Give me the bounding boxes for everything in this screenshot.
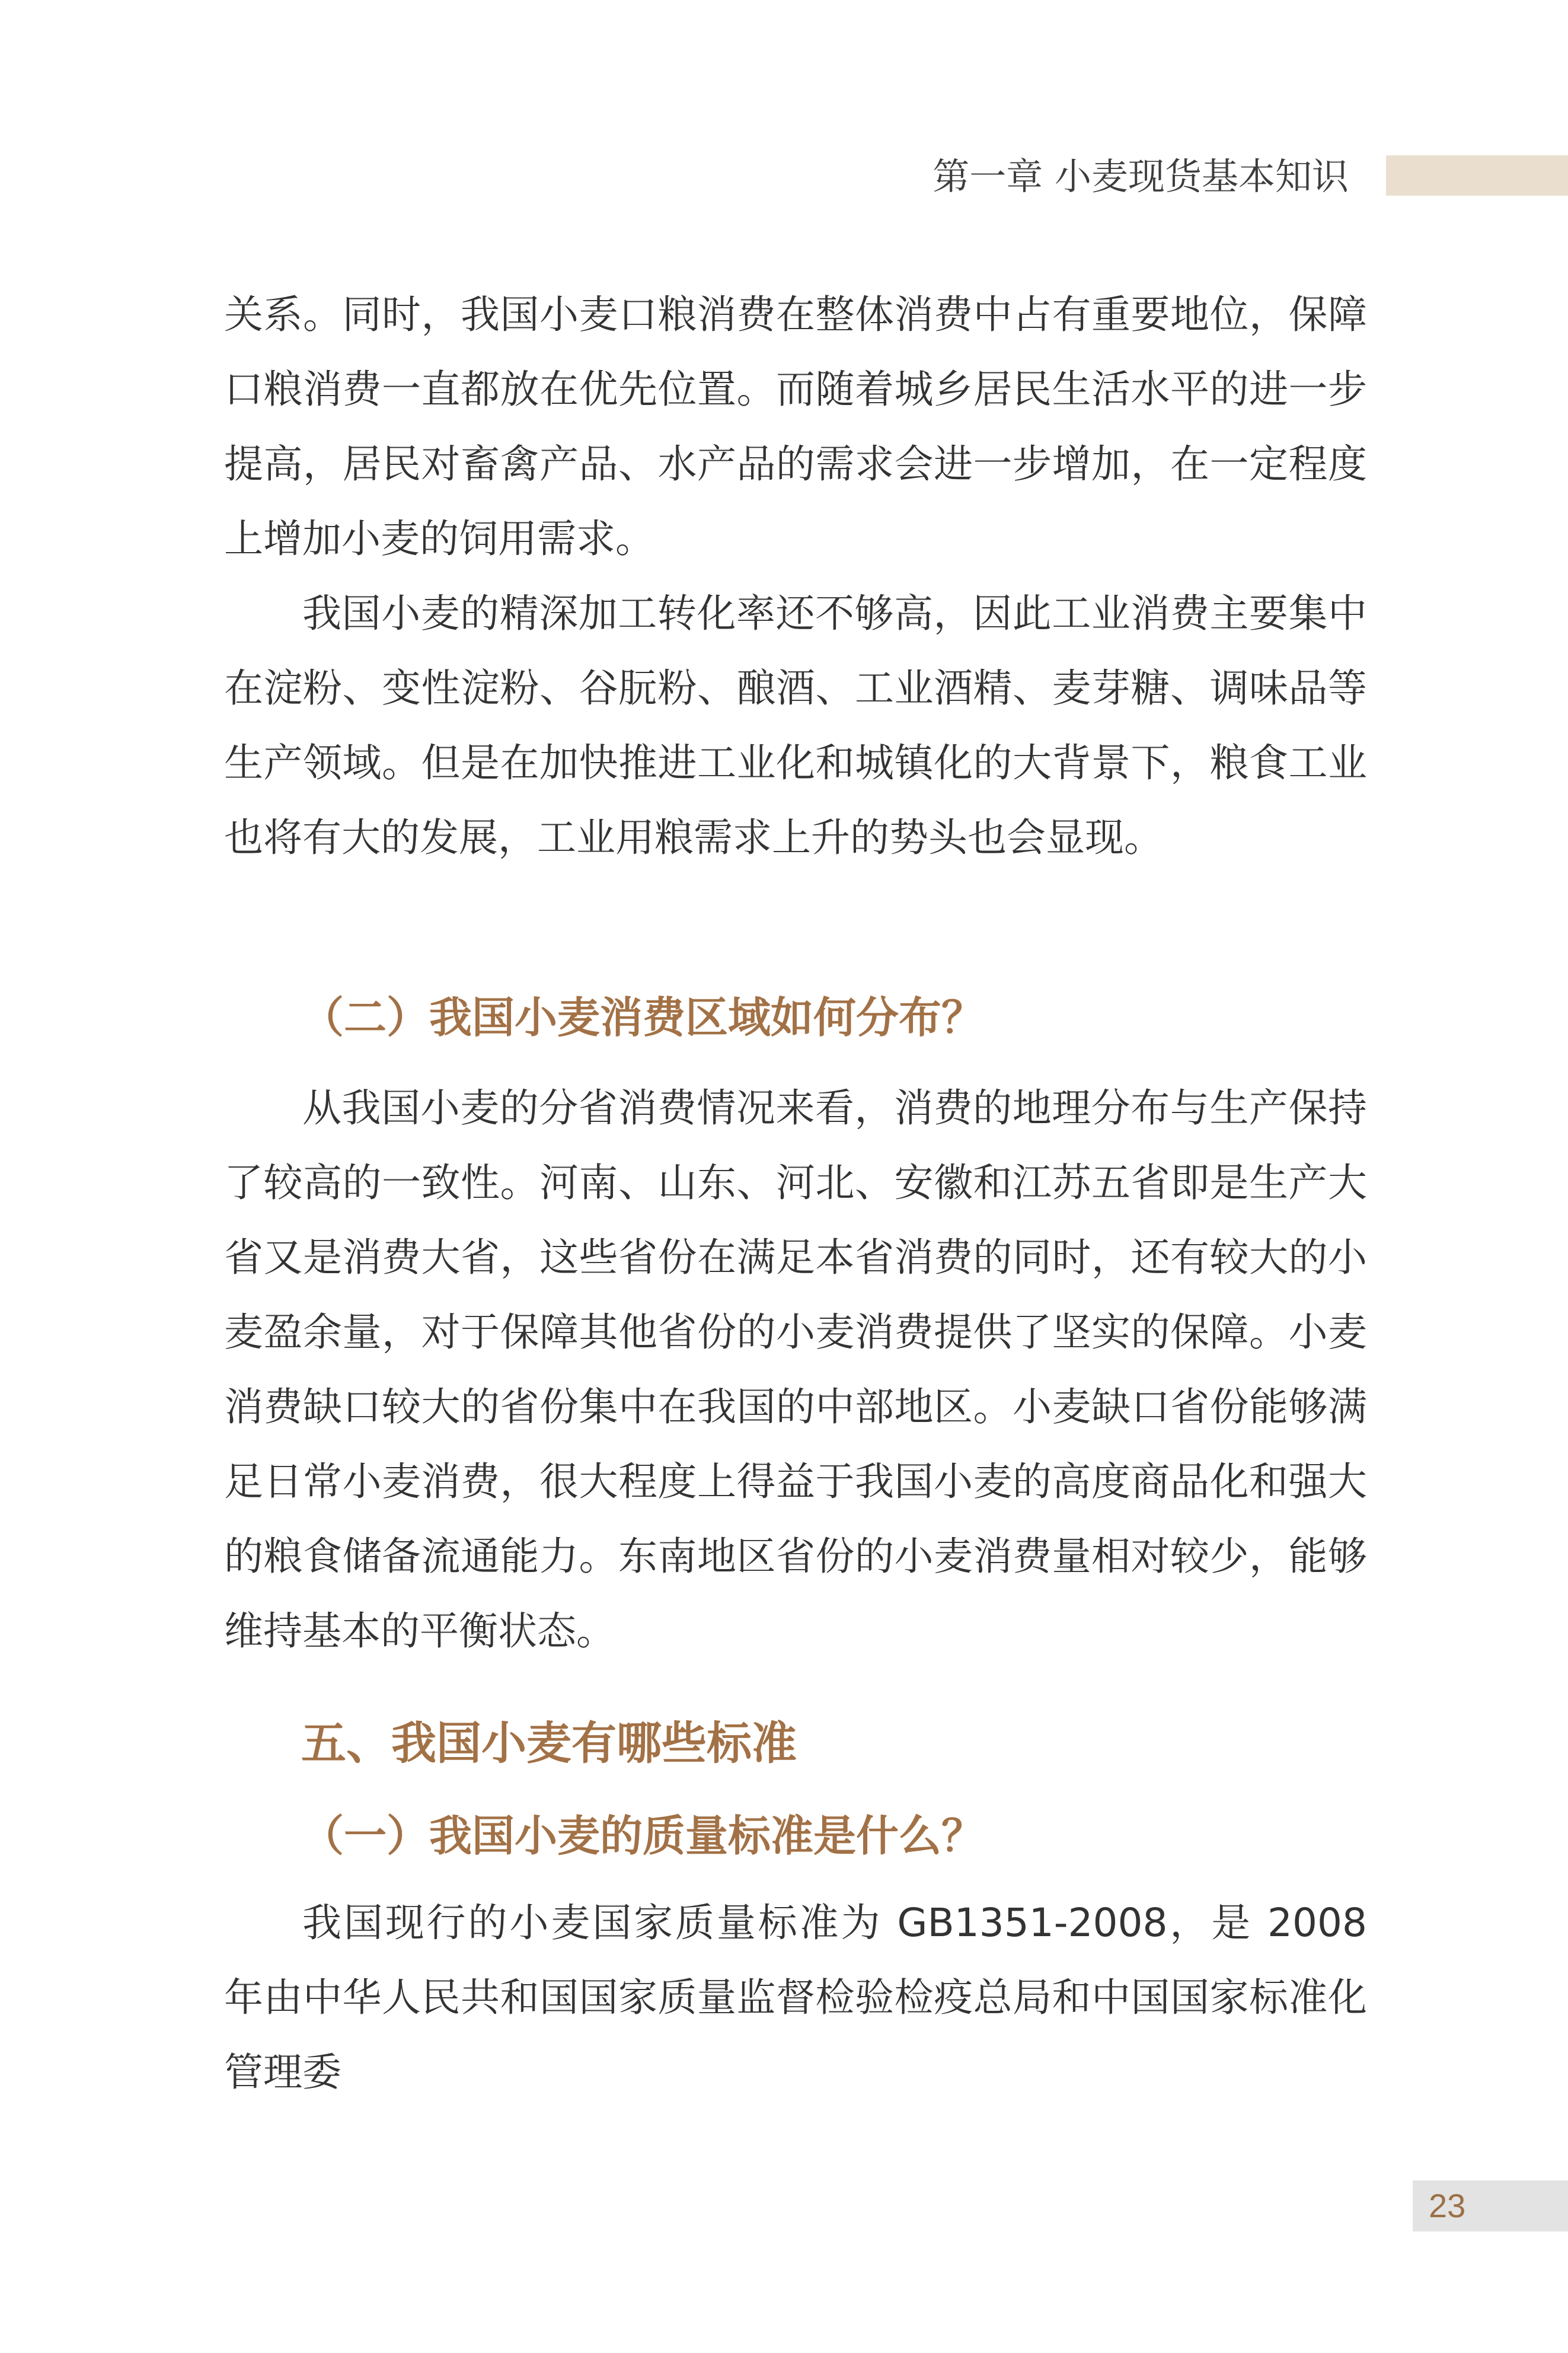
subheading-consumption-distribution: （二）我国小麦消费区域如何分布？ — [301, 993, 985, 1042]
body-paragraph-4: 我国现行的小麦国家质量标准为 GB1351-2008，是 2008 年由中华人民共和国国家质量监督检验检疫总局和中国国家标准化管理委 — [224, 1900, 1367, 2095]
page-content — [224, 278, 1367, 2110]
body-paragraph-3: 从我国小麦的分省消费情况来看，消费的地理分布与生产保持了较高的一致性。河南、山东、河北、安徽和江苏五省即是生产大省又是消费大省，这些省份在满足本省消费的同时，还有较大的小麦盈余量，对于保障其他省份的小麦消费提供了坚实的保障。小麦消费缺口较大的省份集中在我国的中部地区。小麦缺口省份能够满足日常小麦消费，很大程度上得益于我国小麦的高度商品化和强大的粮食储备流通能力。东南地区省份的小麦消费量相对较少，能够维持基本的平衡状态。 — [224, 1085, 1367, 1654]
body-paragraph-2: 我国小麦的精深加工转化率还不够高，因此工业消费主要集中在淀粉、变性淀粉、谷朊粉、酿酒、工业酒精、麦芽糖、调味品等生产领域。但是在加快推进工业化和城镇化的大背景下，粮食工业也将有大的发展，工业用粮需求上升的势头也会显现。 — [224, 591, 1367, 860]
page-number: 23 — [1429, 2187, 1466, 2224]
subheading-quality-standard: （一）我国小麦的质量标准是什么？ — [301, 1811, 985, 1861]
section-heading-wheat-standards: 五、我国小麦有哪些标准 — [301, 1717, 797, 1769]
header-decorative-tab — [1386, 155, 1568, 196]
body-paragraph-1: 关系。同时，我国小麦口粮消费在整体消费中占有重要地位，保障口粮消费一直都放在优先位置。而随着城乡居民生活水平的进一步提高，居民对畜禽产品、水产品的需求会进一步增加，在一定程度上增加小麦的饲用需求。 — [224, 292, 1367, 562]
running-header-chapter-title: 第一章 小麦现货基本知识 — [933, 155, 1349, 198]
